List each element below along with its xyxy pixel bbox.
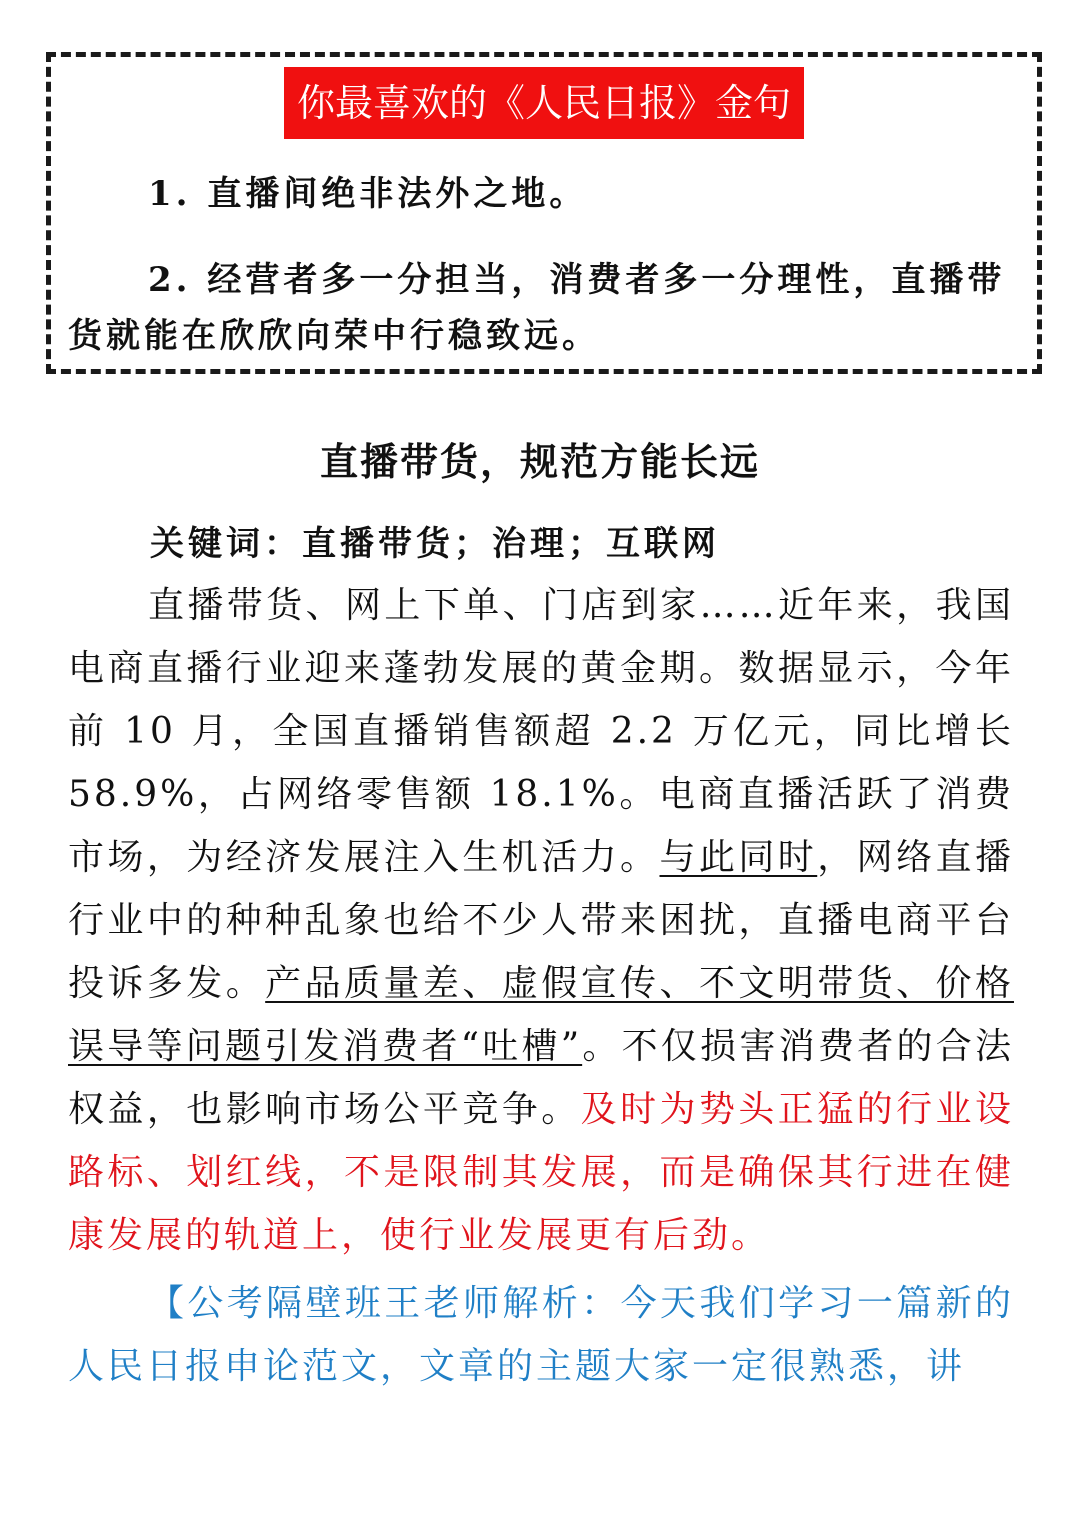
article-title: 直播带货，规范方能长远 [319, 439, 760, 484]
highlighted-red-sentence: 及时为势头正猛的行业设路标、划红线，不是限制其发展，而是确保其行进在健康发展的轨道上，使行业发展更有后劲。 [68, 1089, 1014, 1256]
underlined-phrase: 产品质量差、虚假宣传、不文明带货、价格误导等问题引发消费者“吐槽” [68, 963, 1014, 1067]
paragraph-segment: 。不仅损害消费者的合法权益，也影响市场公平竞争。 [68, 1026, 1014, 1130]
underlined-phrase: 与此同时 [659, 837, 818, 878]
article-keywords: 关键词：直播带货；治理；互联网 [150, 524, 720, 564]
quote-item-1: 1. 直播间绝非法外之地。 [148, 174, 588, 214]
paragraph-segment: 直播带货、网上下单、门店到家……近年来，我国电商直播行业迎来蓬勃发展的黄金期。数据显示，今年前 10 月，全国直播销售额超 2.2 万亿元，同比增长 58.9%，占网络零售额 18.1%。电商直播活跃了消费市场，为经济发展注入生机活力。 [68, 585, 1014, 878]
article-paragraph [68, 574, 1014, 1267]
teacher-analysis: 【公考隔壁班王老师解析：今天我们学习一篇新的人民日报申论范文，文章的主题大家一定很熟悉，讲 [68, 1283, 1014, 1387]
paragraph-segment: ，网络直播行业中的种种乱象也给不少人带来困扰，直播电商平台投诉多发。 [68, 837, 1014, 1004]
quote-box-title: 你最喜欢的《人民日报》金句 [284, 67, 804, 139]
quote-item-2: 2. 经营者多一分担当，消费者多一分理性，直播带货就能在欣欣向荣中行稳致远。 [68, 260, 1006, 356]
